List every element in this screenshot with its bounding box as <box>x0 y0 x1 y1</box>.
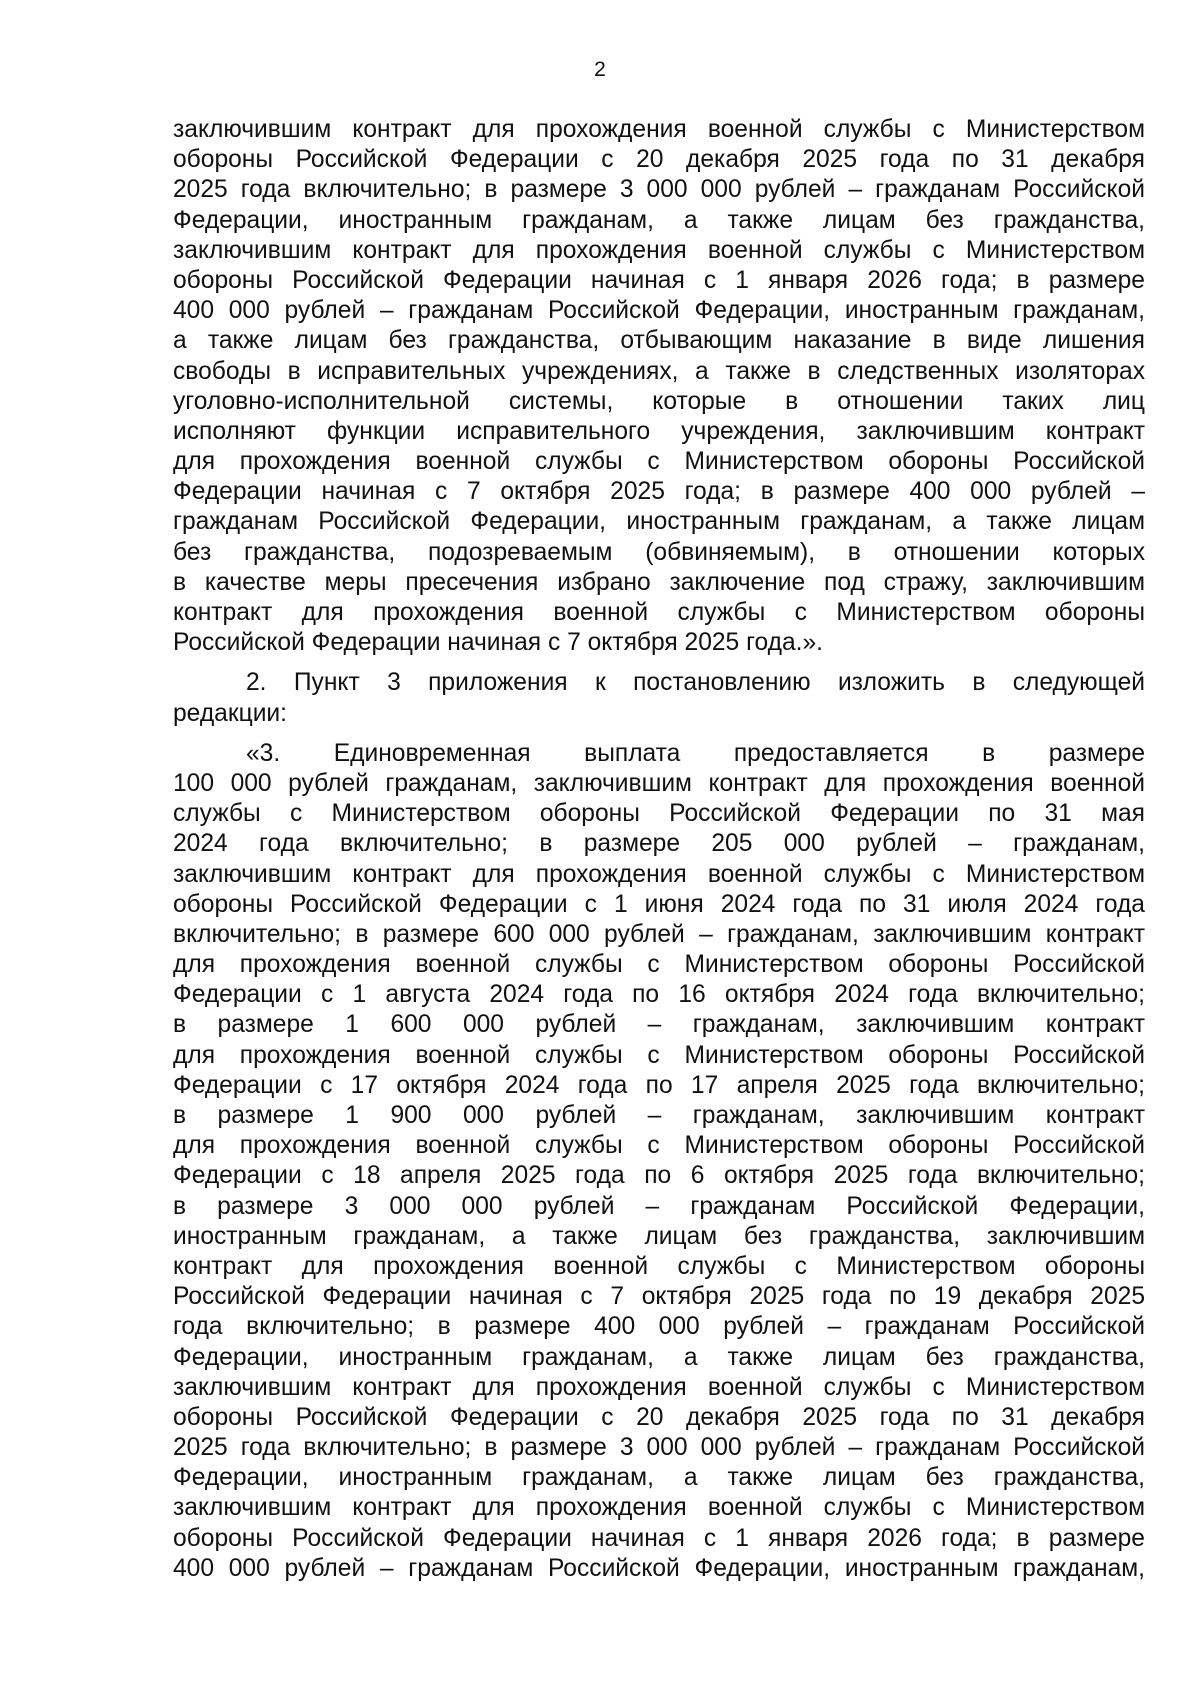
text-line: уголовно-исполнительной системы, которые в отношении таких лиц <box>173 387 1145 415</box>
text-line: в размере 3 000 000 рублей – гражданам Российской Федерации, <box>173 1192 1145 1220</box>
text-line: 2025 года включительно; в размере 3 000 000 рублей – гражданам Российской <box>173 1434 1145 1462</box>
text-line: заключившим контракт для прохождения военной службы с Министерством <box>173 236 1145 264</box>
paragraph <box>173 115 1145 658</box>
text-line: Российской Федерации начиная с 7 октября 2025 года по 19 декабря 2025 <box>173 1283 1145 1311</box>
text-line: для прохождения военной службы с Министерством обороны Российской <box>173 1041 1145 1069</box>
text-line: исполняют функции исправительного учреждения, заключившим контракт <box>173 417 1145 445</box>
text-line: 2024 года включительно; в размере 205 000 рублей – гражданам, <box>173 830 1145 858</box>
text-line: свободы в исправительных учреждениях, а также в следственных изоляторах <box>173 357 1145 385</box>
text-line: заключившим контракт для прохождения военной службы с Министерством <box>173 116 1145 143</box>
paragraph <box>173 668 1145 728</box>
paragraph <box>173 739 1145 1584</box>
text-line: Федерации с 17 октября 2024 года по 17 апреля 2025 года включительно; <box>173 1071 1145 1099</box>
text-line: включительно; в размере 600 000 рублей – гражданам, заключившим контракт <box>173 920 1145 948</box>
text-line: обороны Российской Федерации с 20 декабря 2025 года по 31 декабря <box>173 1403 1145 1431</box>
text-line: контракт для прохождения военной службы с Министерством обороны <box>173 1252 1145 1280</box>
text-line: в размере 1 900 000 рублей – гражданам, заключившим контракт <box>173 1102 1145 1129</box>
text-line: 100 000 рублей гражданам, заключившим контракт для прохождения военной <box>173 769 1145 797</box>
text-line: 2. Пункт 3 приложения к постановлению изложить в следующей <box>246 669 1145 697</box>
text-line: в размере 1 600 000 рублей – гражданам, заключившим контракт <box>173 1011 1145 1039</box>
text-line: для прохождения военной службы с Министерством обороны Российской <box>173 448 1145 476</box>
text-line: Федерации с 18 апреля 2025 года по 6 октября 2025 года включительно; <box>173 1162 1145 1190</box>
text-line: заключившим контракт для прохождения военной службы с Министерством <box>173 1494 1145 1522</box>
text-line: обороны Российской Федерации начиная с 1 января 2026 года; в размере <box>173 1524 1145 1552</box>
text-line: в качестве меры пресечения избрано заключение под стражу, заключившим <box>173 568 1145 596</box>
text-line: Российской Федерации начиная с 7 октября 2025 года.». <box>173 629 824 657</box>
text-line: обороны Российской Федерации начиная с 1 января 2026 года; в размере <box>173 266 1145 294</box>
text-line: заключившим контракт для прохождения военной службы с Министерством <box>173 860 1145 888</box>
page-number: 2 <box>594 58 606 81</box>
text-line: 2025 года включительно; в размере 3 000 000 рублей – гражданам Российской <box>173 176 1145 204</box>
document-body <box>173 115 1145 1584</box>
text-line: «3. Единовременная выплата предоставляется в размере <box>246 739 1145 767</box>
text-line: Федерации, иностранным гражданам, а также лицам без гражданства, <box>173 206 1145 234</box>
text-line: Федерации начиная с 7 октября 2025 года; в размере 400 000 рублей – <box>173 478 1145 506</box>
text-line: для прохождения военной службы с Министерством обороны Российской <box>173 951 1145 979</box>
text-line: службы с Министерством обороны Российской Федерации по 31 мая <box>173 800 1145 828</box>
text-line: обороны Российской Федерации с 20 декабря 2025 года по 31 декабря <box>173 146 1145 174</box>
text-line: 400 000 рублей – гражданам Российской Федерации, иностранным гражданам, <box>173 297 1145 325</box>
text-line: Федерации, иностранным гражданам, а также лицам без гражданства, <box>173 1464 1145 1492</box>
text-line: контракт для прохождения военной службы с Министерством обороны <box>173 599 1145 626</box>
text-line: редакции: <box>173 699 287 727</box>
text-line: гражданам Российской Федерации, иностранным гражданам, а также лицам <box>173 508 1145 536</box>
text-line: 400 000 рублей – гражданам Российской Федерации, иностранным гражданам, <box>173 1554 1145 1582</box>
text-line: заключившим контракт для прохождения военной службы с Министерством <box>173 1373 1145 1401</box>
text-line: для прохождения военной службы с Министерством обороны Российской <box>173 1132 1145 1160</box>
paragraph-gap <box>173 658 1145 668</box>
text-line: без гражданства, подозреваемым (обвиняемым), в отношении которых <box>173 538 1145 566</box>
text-line: Федерации с 1 августа 2024 года по 16 октября 2024 года включительно; <box>173 981 1145 1009</box>
text-line: обороны Российской Федерации с 1 июня 2024 года по 31 июля 2024 года <box>173 890 1145 918</box>
text-line: Федерации, иностранным гражданам, а также лицам без гражданства, <box>173 1343 1145 1371</box>
text-line: года включительно; в размере 400 000 рублей – гражданам Российской <box>173 1313 1145 1341</box>
text-line: а также лицам без гражданства, отбывающим наказание в виде лишения <box>173 327 1145 355</box>
text-line: иностранным гражданам, а также лицам без гражданства, заключившим <box>173 1222 1145 1250</box>
paragraph-gap <box>173 729 1145 739</box>
